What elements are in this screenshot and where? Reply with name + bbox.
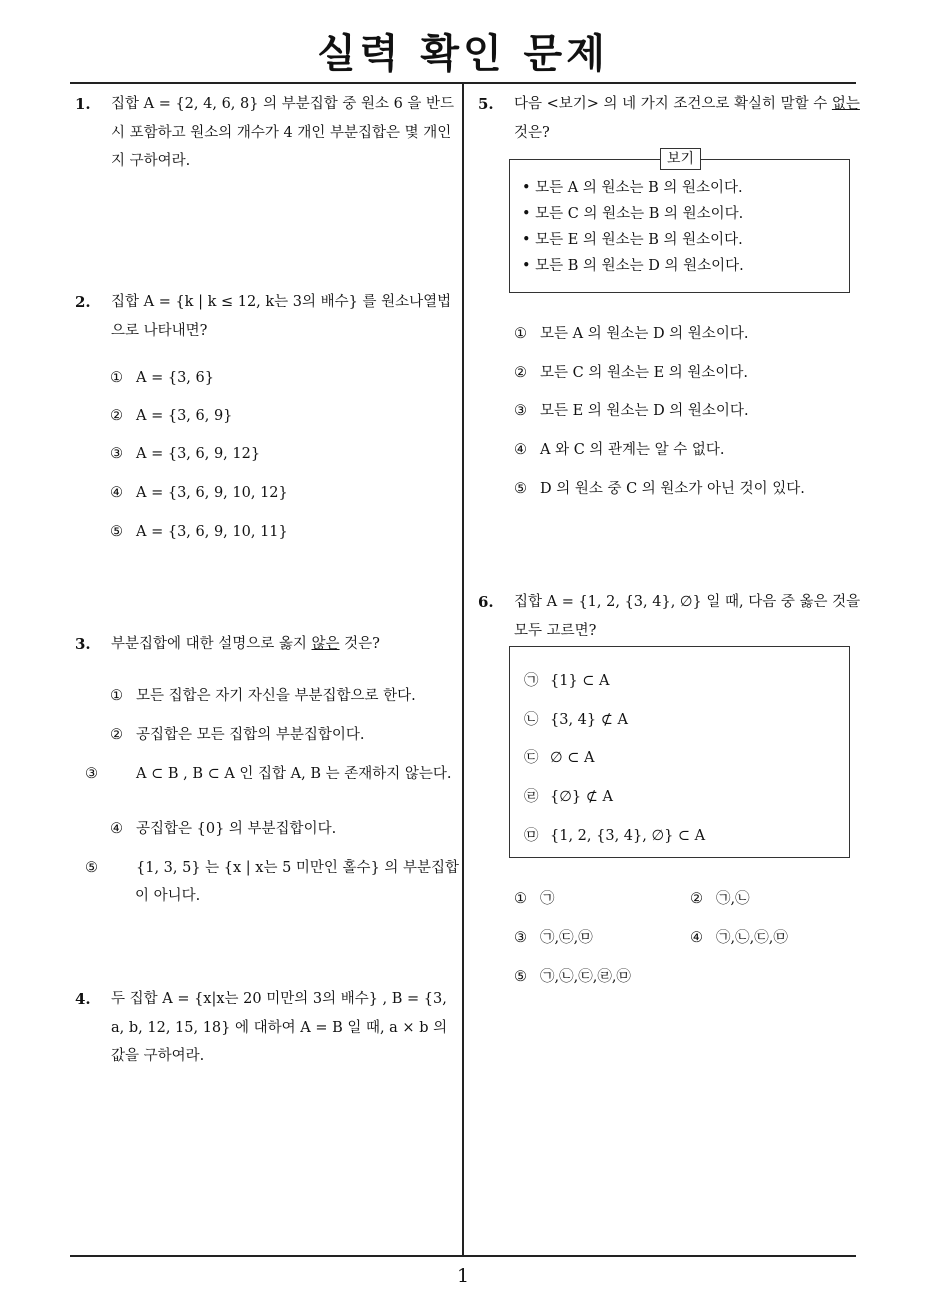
answer-option[interactable]: ⑤ A = {3, 6, 9, 10, 11}	[110, 524, 288, 540]
question-number: 1.	[75, 95, 91, 113]
statement-item: ㉢ ∅ ⊂ A	[524, 750, 595, 766]
question-text: 집합 A = {2, 4, 6, 8} 의 부분집합 중 원소 6 을 반드시 포함하고 원소의 개수가 4 개인 부분집합은 몇 개인지 구하여라.	[111, 96, 455, 169]
question-number: 5.	[478, 95, 494, 113]
answer-option[interactable]: ③ A ⊂ B , B ⊂ A 인 집합 A, B 는 존재하지 않는다.	[85, 766, 452, 782]
statement-item: ㉤ {1, 2, {3, 4}, ∅} ⊂ A	[524, 828, 706, 844]
question-1	[75, 90, 455, 176]
answer-option[interactable]: ⑤ ㉠,㉡,㉢,㉣,㉤	[514, 969, 631, 985]
statement-item: ㉣ {∅} ⊄ A	[524, 789, 613, 805]
example-box-label: 보기	[660, 148, 701, 170]
question-number: 3.	[75, 635, 91, 653]
question-text: 다음 <보기> 의 네 가지 조건으로 확실히 말할 수 없는 것은?	[514, 96, 860, 141]
answer-option[interactable]: ⑤ D 의 원소 중 C 의 원소가 아닌 것이 있다.	[514, 481, 805, 497]
answer-option[interactable]: ⑤ {1, 3, 5} 는 {x | x는 5 미만인 홀수} 의 부분집합이 아니다.	[85, 860, 460, 904]
statement-item: ㉠ {1} ⊂ A	[524, 673, 610, 689]
question-6	[478, 588, 863, 645]
question-number: 6.	[478, 593, 494, 611]
question-3	[75, 630, 455, 659]
question-4	[75, 985, 455, 1071]
example-item: • 모든 B 의 원소는 D 의 원소이다.	[522, 258, 744, 274]
question-text: 두 집합 A = {x|x는 20 미만의 3의 배수} , B = {3, a, b, 12, 15, 18} 에 대하여 A = B 일 때, a × b 의 값을 구하여라.	[111, 991, 448, 1064]
answer-option[interactable]: ② 공집합은 모든 집합의 부분집합이다.	[110, 727, 365, 743]
answer-option[interactable]: ② A = {3, 6, 9}	[110, 408, 233, 424]
answer-option[interactable]: ③ A = {3, 6, 9, 12}	[110, 446, 261, 462]
question-text: 집합 A = {k | k ≤ 12, k는 3의 배수} 를 원소나열법으로 나타내면?	[111, 294, 452, 339]
statement-item: ㉡ {3, 4} ⊄ A	[524, 712, 628, 728]
answer-option[interactable]: ① A = {3, 6}	[110, 370, 214, 386]
bottom-rule	[70, 1255, 856, 1257]
underlined-word: 않은	[311, 636, 340, 652]
question-2	[75, 288, 455, 345]
question-5	[478, 90, 863, 147]
answer-option[interactable]: ④ A = {3, 6, 9, 10, 12}	[110, 485, 288, 501]
example-item: • 모든 E 의 원소는 B 의 원소이다.	[522, 232, 743, 248]
answer-option[interactable]: ① 모든 A 의 원소는 D 의 원소이다.	[514, 326, 749, 342]
answer-option[interactable]: ① ㉠	[514, 891, 555, 907]
answer-option[interactable]: ③ 모든 E 의 원소는 D 의 원소이다.	[514, 403, 749, 419]
question-text: 집합 A = {1, 2, {3, 4}, ∅} 일 때, 다음 중 옳은 것을 모두 고르면?	[514, 594, 861, 639]
answer-option[interactable]: ② 모든 C 의 원소는 E 의 원소이다.	[514, 365, 749, 381]
page-number: 1	[456, 1265, 470, 1287]
example-item: • 모든 C 의 원소는 B 의 원소이다.	[522, 206, 744, 222]
example-item: • 모든 A 의 원소는 B 의 원소이다.	[522, 180, 743, 196]
question-text: 부분집합에 대한 설명으로 옳지 않은 것은?	[111, 636, 380, 652]
answer-option[interactable]: ④ ㉠,㉡,㉢,㉤	[690, 930, 788, 946]
page-title: 실력 확인 문제	[317, 31, 609, 77]
question-number: 2.	[75, 293, 91, 311]
answer-option[interactable]: ④ 공집합은 {0} 의 부분집합이다.	[110, 821, 337, 837]
answer-option[interactable]: ③ ㉠,㉢,㉤	[514, 930, 593, 946]
question-number: 4.	[75, 990, 91, 1008]
underlined-word: 없는	[831, 96, 860, 112]
answer-option[interactable]: ② ㉠,㉡	[690, 891, 750, 907]
answer-option[interactable]: ① 모든 집합은 자기 자신을 부분집합으로 한다.	[110, 688, 416, 704]
column-divider	[462, 82, 464, 1257]
answer-option[interactable]: ④ A 와 C 의 관계는 알 수 없다.	[514, 442, 725, 458]
